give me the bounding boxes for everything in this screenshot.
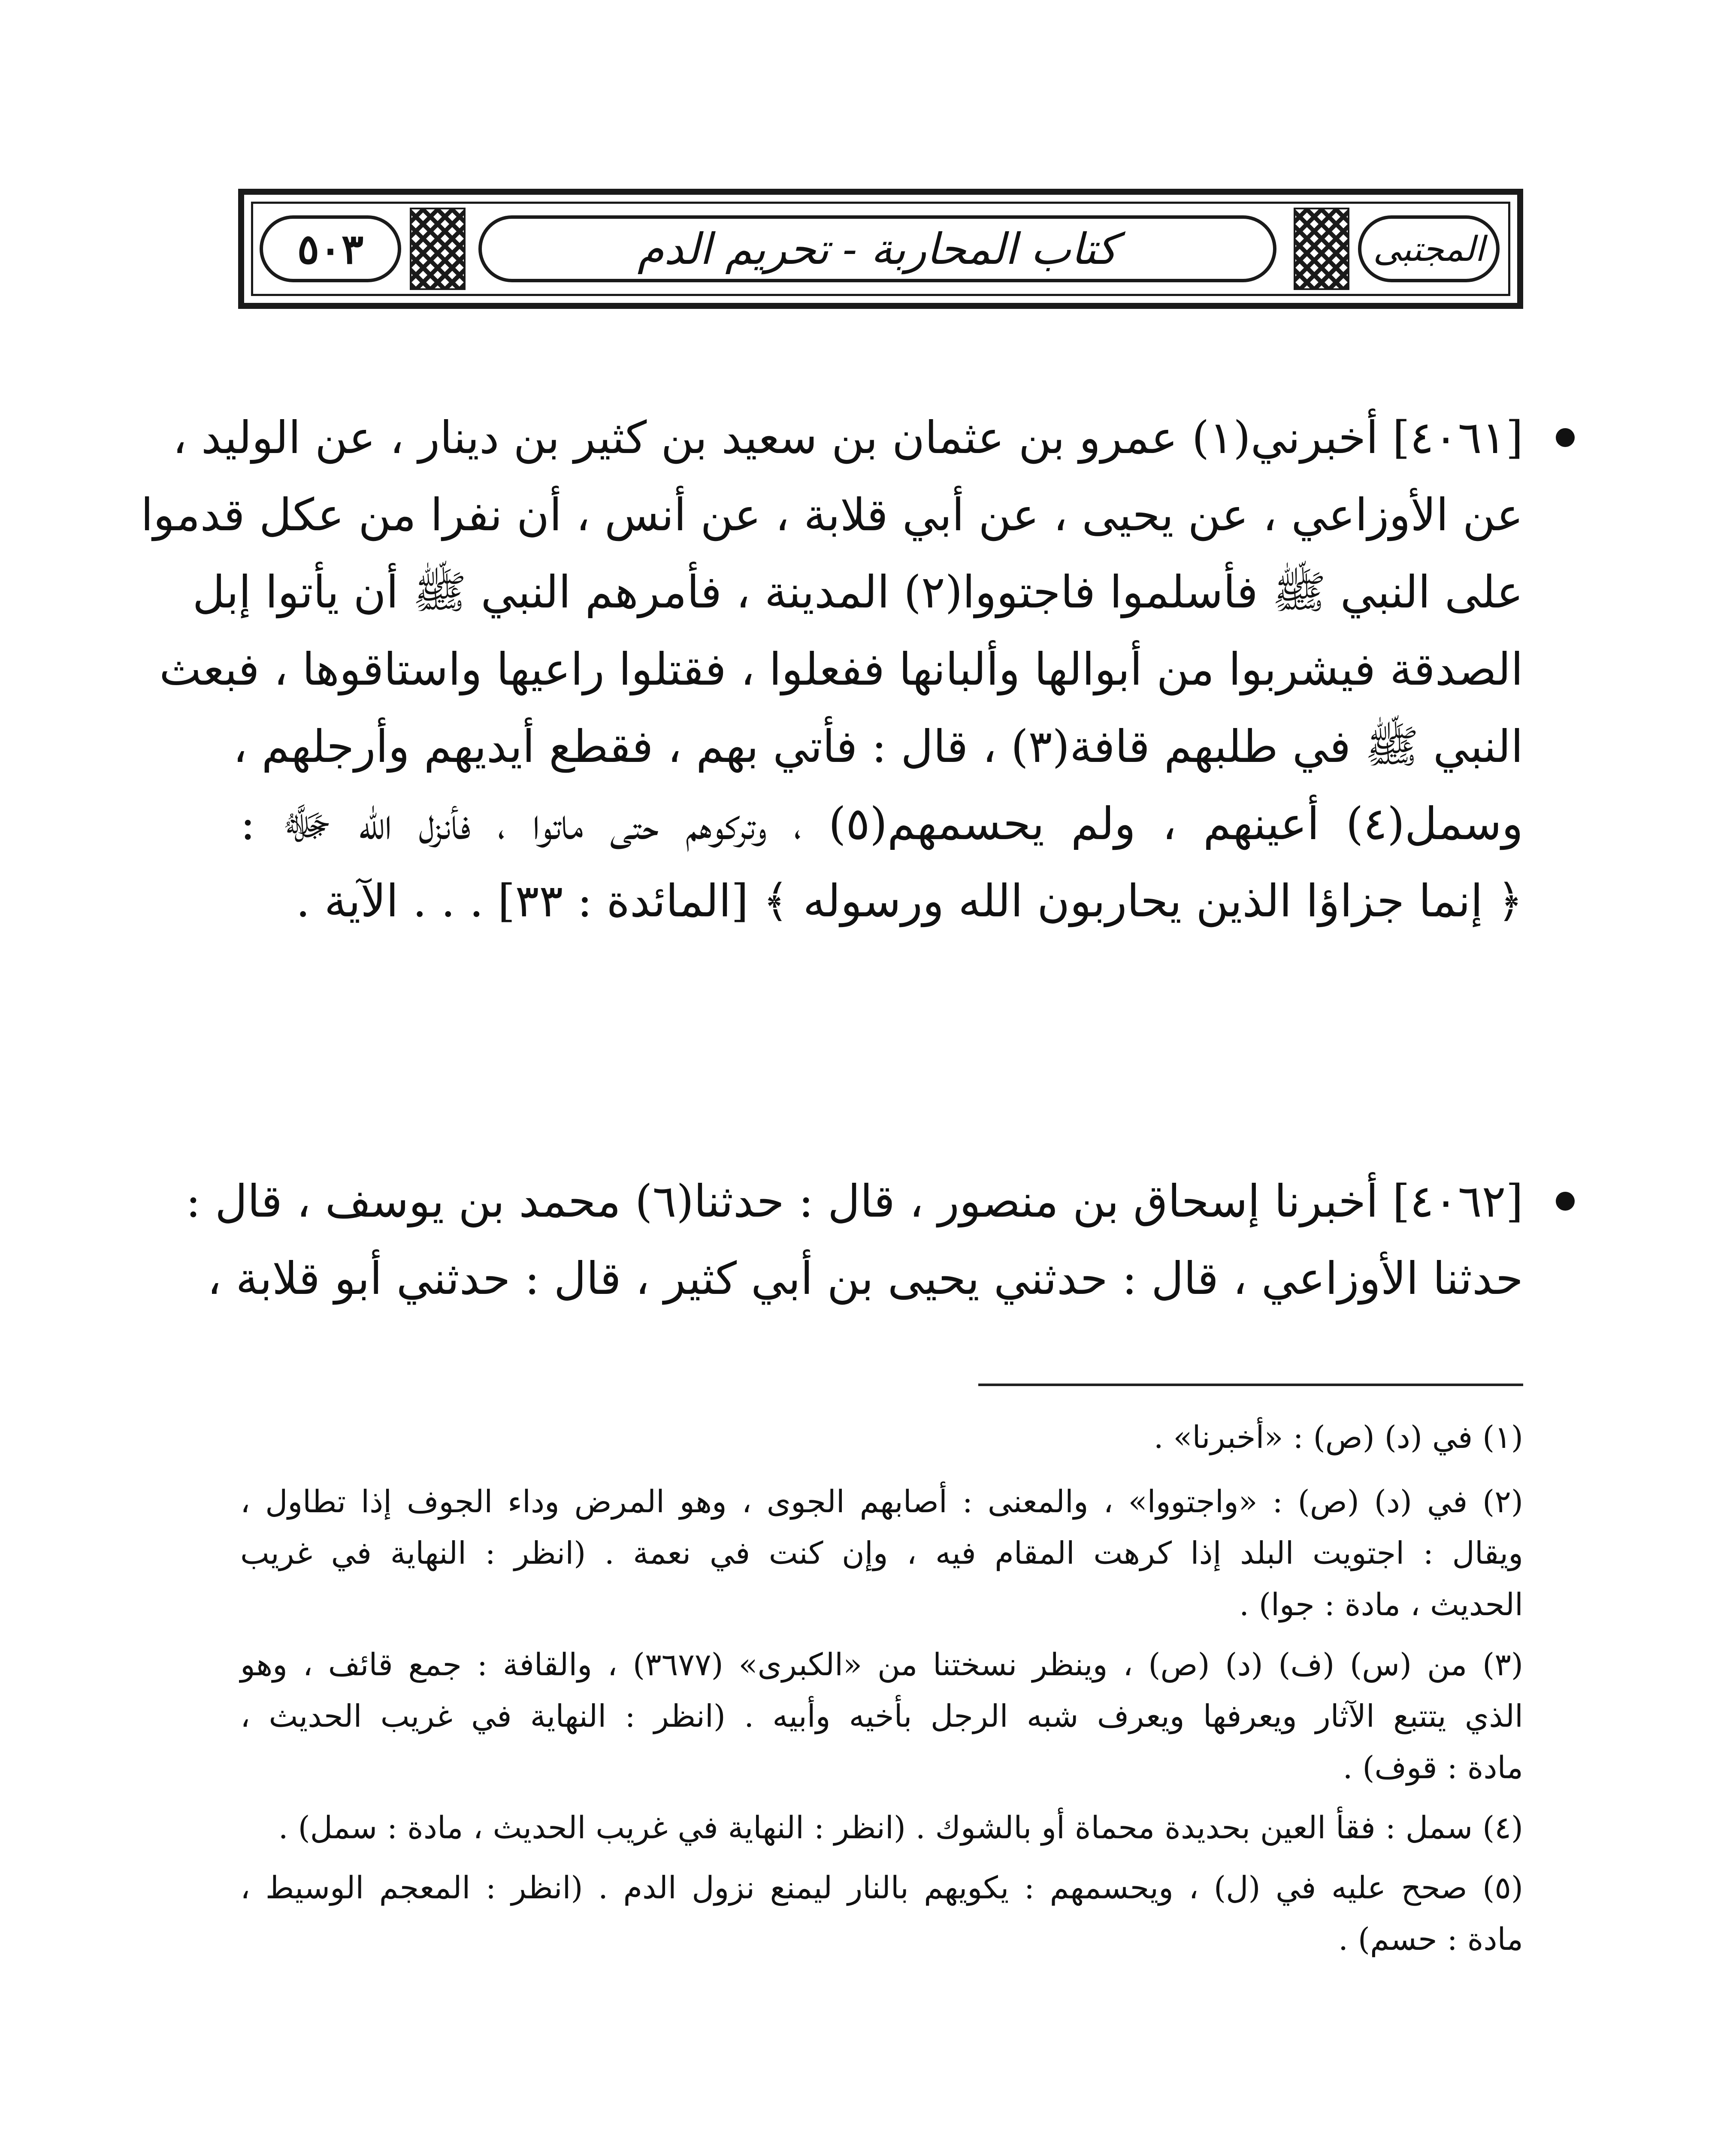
page-number-cartouche [260, 215, 401, 282]
footnote-line: الذي يتتبع الآثار ويعرفها ويعرف شبه الرجل بأخيه وأبيه . (انظر : النهاية في غريب الحديث ، [240, 1698, 1523, 1734]
text-line: النبي ﷺ في طلبهم قافة(٣) ، قال : فأتي بهم ، فقطع أيديهم وأرجلهم ، [233, 720, 1523, 773]
page-header [238, 189, 1523, 309]
page-number: ٥٠٣ [297, 224, 364, 273]
book-logo: المجتبى [1373, 229, 1485, 269]
footnote-line: مادة : حسم) . [1338, 1921, 1523, 1957]
chapter-title: كتاب المحاربة - تحريم الدم [637, 224, 1118, 274]
text-line: [٤٠٦١] أخبرني(١) عمرو بن عثمان بن سعيد بن كثير بن دينار ، عن الوليد ، [172, 411, 1523, 464]
footnote-line: الحديث ، مادة : جوا) . [1239, 1586, 1523, 1622]
hadith-4062 [185, 1163, 1523, 1326]
footnote-line: ويقال : اجتويت البلد إذا كرهت المقام فيه ، وإن كنت في نعمة . (انظر : النهاية في غريب [240, 1535, 1523, 1571]
text-line: حدثنا الأوزاعي ، قال : حدثني يحيى بن أبي كثير ، قال : حدثني أبو قلابة ، [207, 1252, 1523, 1305]
hadith-4061 [141, 399, 1524, 965]
footnote-line: (٤) سمل : فقأ العين بحديدة محماة أو بالشوك . (انظر : النهاية في غريب الحديث ، مادة : سمل) . [278, 1810, 1523, 1846]
ornament-right [1294, 208, 1349, 290]
footnote-line: (١) في (د) (ص) : «أخبرنا» . [1153, 1419, 1523, 1455]
ornament-left [410, 208, 466, 290]
footnote-line: (٥) صحح عليه في (ل) ، ويحسمهم : يكويهم بالنار ليمنع نزول الدم . (انظر : المعجم الوسيط ، [240, 1870, 1523, 1906]
text-line: الصدقة فيشربوا من أبوالها وألبانها ففعلوا ، فقتلوا راعيها واستاقوها ، فبعث [159, 643, 1523, 695]
footnote-separator [978, 1384, 1523, 1386]
footnote-line: (٢) في (د) (ص) : «واجتووا» ، والمعنى : أصابهم الجوى ، وهو المرض وداء الجوف إذا تطاول ، [240, 1483, 1523, 1520]
footnote-line: (٣) من (س) (ف) (د) (ص) ، وينظر نسختنا من «الكبرى» (٣٦٧٧) ، والقافة : جمع قائف ، وهو [240, 1647, 1523, 1683]
text-line: عن الأوزاعي ، عن يحيى ، عن أبي قلابة ، عن أنس ، أن نفرا من عكل قدموا [141, 489, 1523, 541]
text-line: على النبي ﷺ فأسلموا فاجتووا(٢) المدينة ، فأمرهم النبي ﷺ أن يأتوا إبل [192, 566, 1523, 618]
footnotes [240, 1411, 1523, 2106]
text-line: وسمل(٤) أعينهم ، ولم يحسمهم(٥) ، وتركوهم حتى ماتوا ، فأنزل الله ﷻ : [240, 798, 1524, 850]
title-cartouche [478, 215, 1276, 282]
logo-cartouche [1358, 215, 1500, 282]
text-line: ﴿ إنما جزاؤا الذين يحاربون الله ورسوله ﴾ [المائدة : ٣٣] . . . الآية . [296, 875, 1523, 927]
bullet-icon [1556, 1192, 1575, 1211]
footnote-line: مادة : قوف) . [1343, 1749, 1523, 1785]
text-line: [٤٠٦٢] أخبرنا إسحاق بن منصور ، قال : حدثنا(٦) محمد بن يوسف ، قال : [185, 1175, 1523, 1227]
bullet-icon [1556, 428, 1575, 447]
